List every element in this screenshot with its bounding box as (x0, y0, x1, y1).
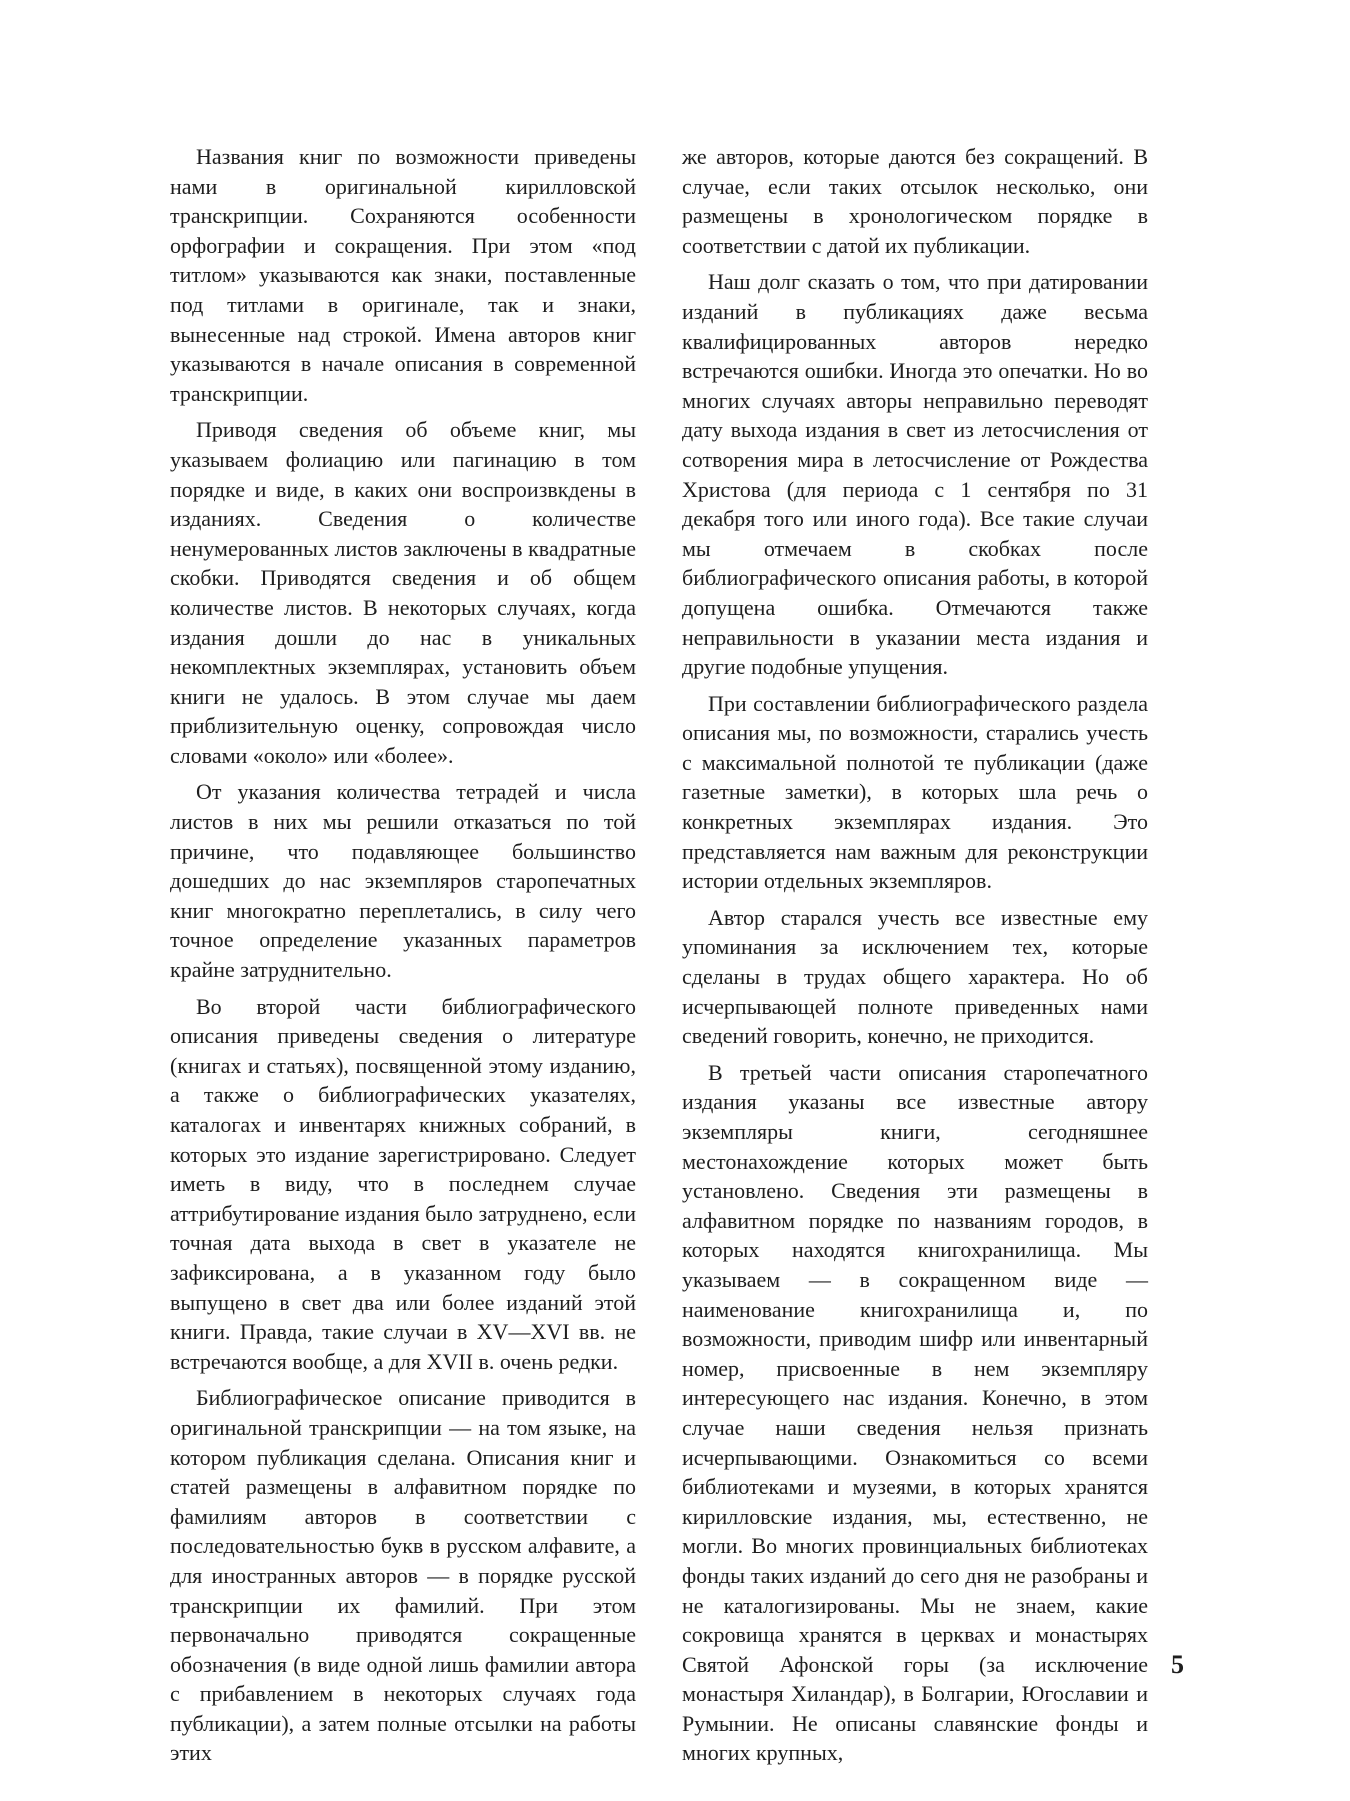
paragraph-author-mentions: Автор старался учесть все известные ему упоминания за исключением тех, которые сделаны в трудах общего характера. Но об исчерпывающей полноте приведенных нами сведений говорить, конечно, не приходится. (682, 904, 1148, 1049)
page-number: 5 (1171, 1650, 1184, 1679)
paragraph-quires: От указания количества тетрадей и числа листов в них мы решили отказаться по той причине, что подавляющее большинство дошедших до нас экземпляров старопечатных книг многократно переплетались, в силу чего точное определение указанных параметров крайне затруднительно. (170, 779, 636, 983)
paragraph-book-volume: Приводя сведения об объеме книг, мы указываем фолиацию или пагинацию в том порядке и виде, в каких они воспроизвкдены в изданиях. Сведения о количестве ненумерованных листов заключены в квадратные скобки. Приводятся сведения и об общем количестве листов. В некоторых случаях, когда издания дошли до нас в уникальных некомплектных экземплярах, установить объем книги не удалось. В этом случае мы даем приблизительную оценку, сопровождая число словами «около» или «более». (170, 417, 636, 768)
paragraph-copies-location: В третьей части описания старопечатного издания указаны все известные автору экземпляры книги, сегодняшнее местонахождение которых может быть установлено. Сведения эти размещены в алфавитном порядке по названиям городов, в которых находятся книгохранилища. Мы указываем — в сокращенном виде — наименование книгохранилища и, по возможности, приводим шифр или инвентарный номер, присвоенные в нем экземпляру интересующего нас издания. Конечно, в этом случае наши сведения нельзя признать исчерпывающими. Ознакомиться со всеми библиотеками и музеями, в которых хранятся кирилловские издания, мы, естественно, не могли. Во многих провинциальных библиотеках фонды таких изданий до сего дня не разобраны и не каталогизированы. Мы не знаем, какие сокровища хранятся в церквах и монастырях Святой Афонской горы (за исключение монастыря Хиландар), в Болгарии, Югославии и Румынии. Не описаны славянские фонды и многих крупных, (682, 1059, 1148, 1766)
left-text-column (170, 142, 636, 1775)
paragraph-bibliographic-description: Библиографическое описание приводится в оригинальной транскрипции — на том языке, на котором публикация сделана. Описания книг и статей размещены в алфавитном порядке по фамилиям авторов в соответствии с последовательностью букв в русском алфавите, а для иностранных авторов — в порядке русской транскрипции их фамилий. При этом первоначально приводятся сокращенные обозначения (в виде одной лишь фамилии автора с прибавлением в некоторых случаях года публикации), а затем полные отсылки на работы этих (170, 1385, 636, 1766)
paragraph-literature: Во второй части библиографического описания приведены сведения о литературе (книгах и статьях), посвященной этому изданию, а также о библиографических указателях, каталогах и инвентарях книжных собраний, в которых это издание зарегистрировано. Следует иметь в виду, что в последнем случае аттрибутирование издания было затруднено, если точная дата выхода в свет в указателе не зафиксирована, а в указанном году было выпущено в свет два или более изданий этой книги. Правда, такие случаи в XV—XVI вв. не встречаются вообще, а для XVII в. очень редки. (170, 993, 636, 1374)
paragraph-dating-errors: Наш долг сказать о том, что при датировании изданий в публикациях даже весьма квалифицированных авторов нередко встречаются ошибки. Иногда это опечатки. Но во многих случаях авторы неправильно переводят дату выхода издания в свет из летосчисления от сотворения мира в летосчисление от Рождества Христова (для периода с 1 сентября по 31 декабря того или иного года). Все такие случаи мы отмечаем в скобках после библиографического описания работы, в которой допущена ошибка. Отмечаются также неправильности в указании места издания и другие подобные упущения. (682, 269, 1148, 680)
right-text-column (682, 142, 1148, 1775)
paragraph-continuation: же авторов, которые даются без сокращений. В случае, если таких отсылок несколько, они размещены в хронологическом порядке в соответствии с датой их публикации. (682, 144, 1148, 258)
paragraph-book-titles: Названия книг по возможности приведены нами в оригинальной кирилловской транскрипции. Сохраняются особенности орфографии и сокращения. При этом «под титлом» указываются как знаки, поставленные под титлами в оригинале, так и знаки, вынесенные над строкой. Имена авторов книг указываются в начале описания в современной транскрипции. (170, 144, 636, 406)
paragraph-bibliographic-section: При составлении библиографического раздела описания мы, по возможности, старались учесть с максимальной полнотой те публикации (даже газетные заметки), в которых шла речь о конкретных экземплярах издания. Это представляется нам важным для реконструкции истории отдельных экземпляров. (682, 690, 1148, 894)
